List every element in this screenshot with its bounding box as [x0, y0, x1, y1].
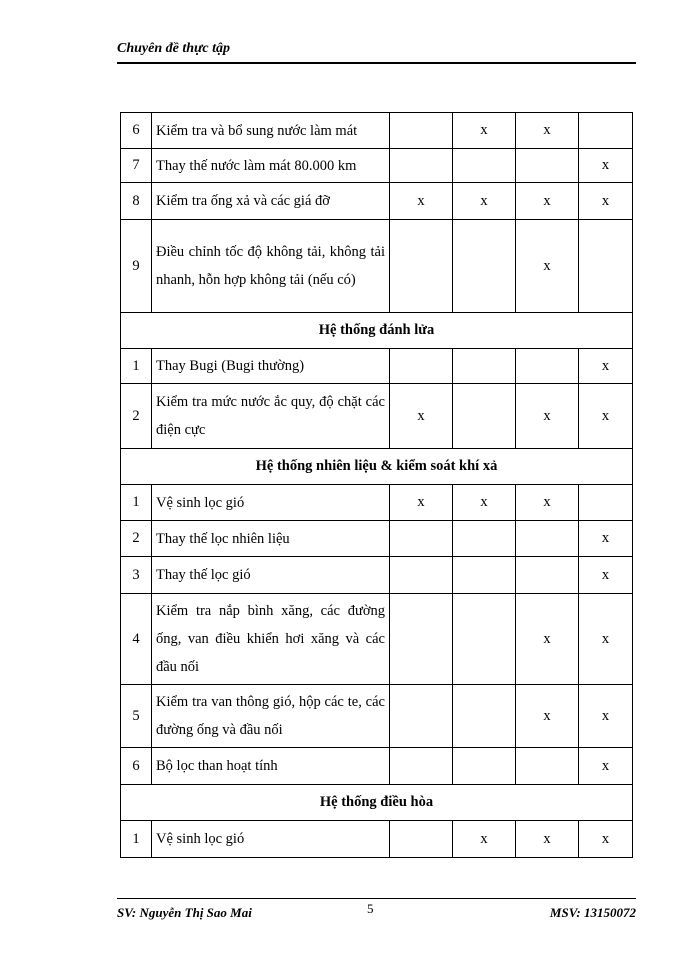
check-mark-cell: x [516, 183, 579, 220]
check-mark-cell: x [516, 113, 579, 149]
table-row [121, 183, 633, 220]
row-number: 2 [121, 521, 152, 557]
check-mark-cell [516, 349, 579, 384]
check-mark-cell: x [579, 557, 633, 594]
check-mark-cell [390, 685, 453, 748]
check-mark-cell [453, 220, 516, 313]
row-description: Kiểm tra ống xả và các giá đỡ [152, 183, 390, 220]
check-mark-cell: x [516, 220, 579, 313]
check-mark-cell [453, 149, 516, 183]
check-mark-cell [453, 349, 516, 384]
check-mark-cell [390, 557, 453, 594]
check-mark-cell: x [453, 821, 516, 858]
check-mark-cell [390, 113, 453, 149]
row-number: 8 [121, 183, 152, 220]
check-mark-cell: x [390, 384, 453, 449]
table-row [121, 557, 633, 594]
row-description: Thay thế nước làm mát 80.000 km [152, 149, 390, 183]
check-mark-cell [516, 521, 579, 557]
check-mark-cell: x [516, 821, 579, 858]
check-mark-cell [453, 521, 516, 557]
table-row [121, 748, 633, 785]
check-mark-cell [390, 594, 453, 685]
check-mark-cell: x [579, 685, 633, 748]
table-row [121, 113, 633, 149]
table-body [121, 113, 633, 858]
table-row [121, 685, 633, 748]
check-mark-cell [390, 521, 453, 557]
row-description: Kiểm tra mức nước ắc quy, độ chặt các điện cực [152, 384, 390, 449]
table-row [121, 149, 633, 183]
section-title: Hệ thống điều hòa [121, 785, 633, 821]
row-description: Kiểm tra van thông gió, hộp các te, các đường ống và đầu nối [152, 685, 390, 748]
row-number: 5 [121, 685, 152, 748]
row-number: 1 [121, 349, 152, 384]
table-row [121, 349, 633, 384]
check-mark-cell [390, 149, 453, 183]
section-title: Hệ thống nhiên liệu & kiểm soát khí xả [121, 449, 633, 485]
check-mark-cell [516, 557, 579, 594]
check-mark-cell: x [390, 183, 453, 220]
row-description: Thay Bugi (Bugi thường) [152, 349, 390, 384]
check-mark-cell: x [579, 594, 633, 685]
check-mark-cell [453, 384, 516, 449]
row-description: Điều chỉnh tốc độ không tải, không tải nhanh, hỗn hợp không tải (nếu có) [152, 220, 390, 313]
section-row [121, 785, 633, 821]
table-row [121, 521, 633, 557]
check-mark-cell [579, 113, 633, 149]
check-mark-cell [390, 349, 453, 384]
check-mark-cell [453, 557, 516, 594]
check-mark-cell: x [579, 821, 633, 858]
table-row [121, 594, 633, 685]
row-number: 9 [121, 220, 152, 313]
page-number: 5 [367, 901, 374, 916]
page-header [117, 36, 636, 64]
check-mark-cell [579, 220, 633, 313]
table-row [121, 384, 633, 449]
row-description: Kiểm tra và bổ sung nước làm mát [152, 113, 390, 149]
row-description: Kiểm tra nắp bình xăng, các đường ống, van điều khiển hơi xăng và các đầu nối [152, 594, 390, 685]
row-number: 7 [121, 149, 152, 183]
page-footer [117, 898, 636, 920]
maintenance-table [120, 112, 633, 858]
check-mark-cell: x [516, 685, 579, 748]
check-mark-cell [516, 149, 579, 183]
check-mark-cell [453, 594, 516, 685]
check-mark-cell: x [579, 149, 633, 183]
section-row [121, 449, 633, 485]
check-mark-cell: x [453, 183, 516, 220]
check-mark-cell [579, 485, 633, 521]
table-row [121, 485, 633, 521]
check-mark-cell [390, 821, 453, 858]
row-number: 6 [121, 113, 152, 149]
row-number: 2 [121, 384, 152, 449]
row-description: Bộ lọc than hoạt tính [152, 748, 390, 785]
student-name: SV: Nguyễn Thị Sao Mai [117, 905, 252, 920]
row-number: 1 [121, 821, 152, 858]
header-title: Chuyên đề thực tập [117, 41, 231, 56]
row-number: 4 [121, 594, 152, 685]
section-title: Hệ thống đánh lửa [121, 313, 633, 349]
check-mark-cell [453, 748, 516, 785]
row-description: Vệ sinh lọc gió [152, 821, 390, 858]
check-mark-cell: x [453, 485, 516, 521]
check-mark-cell [453, 685, 516, 748]
table-row [121, 220, 633, 313]
row-number: 3 [121, 557, 152, 594]
section-row [121, 313, 633, 349]
check-mark-cell: x [516, 485, 579, 521]
row-number: 6 [121, 748, 152, 785]
check-mark-cell: x [579, 521, 633, 557]
student-id: MSV: 13150072 [549, 905, 636, 920]
row-number: 1 [121, 485, 152, 521]
check-mark-cell: x [579, 384, 633, 449]
check-mark-cell: x [516, 594, 579, 685]
row-description: Thay thế lọc nhiên liệu [152, 521, 390, 557]
check-mark-cell: x [390, 485, 453, 521]
row-description: Vệ sinh lọc gió [152, 485, 390, 521]
check-mark-cell [390, 220, 453, 313]
table-row [121, 821, 633, 858]
check-mark-cell: x [579, 349, 633, 384]
check-mark-cell [516, 748, 579, 785]
check-mark-cell: x [516, 384, 579, 449]
check-mark-cell: x [453, 113, 516, 149]
check-mark-cell: x [579, 183, 633, 220]
check-mark-cell: x [579, 748, 633, 785]
check-mark-cell [390, 748, 453, 785]
row-description: Thay thế lọc gió [152, 557, 390, 594]
